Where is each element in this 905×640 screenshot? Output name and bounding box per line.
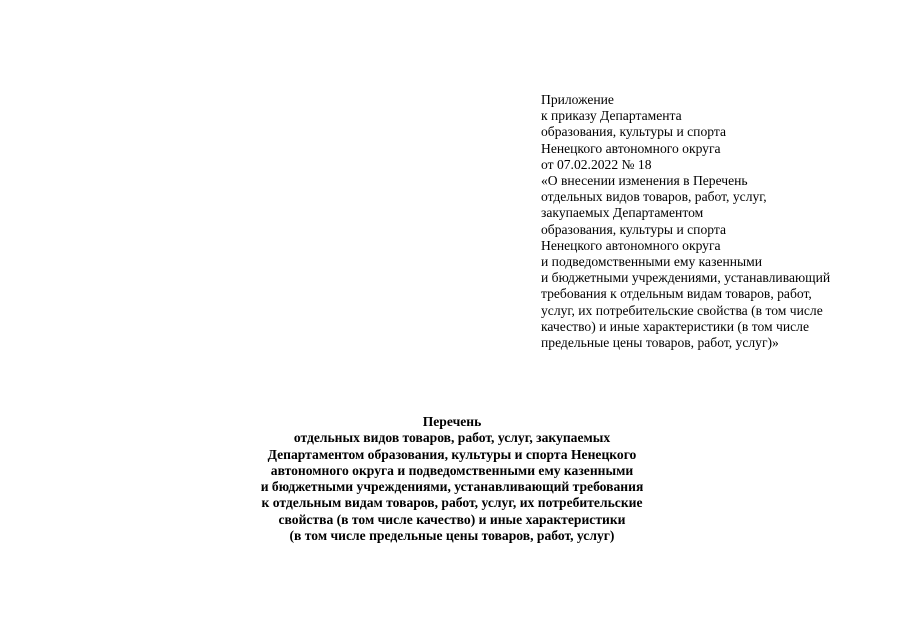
title-line: Департаментом образования, культуры и спорта Ненецкого	[267, 446, 637, 462]
appendix-header	[541, 92, 901, 351]
title-line: автономного округа и подведомственными ему казенными	[270, 462, 634, 478]
appendix-line: Ненецкого автономного округа	[541, 140, 721, 156]
title-line: и бюджетными учреждениями, устанавливающий требования	[260, 479, 644, 495]
order-title-line: и подведомственными ему казенными	[541, 254, 763, 270]
order-title-line: Ненецкого автономного округа	[541, 237, 721, 253]
order-title-line: и бюджетными учреждениями, устанавливающий	[541, 270, 831, 286]
order-title-line: услуг, их потребительские свойства (в том числе	[541, 302, 823, 318]
appendix-line: к приказу Департамента	[541, 108, 682, 124]
order-title-line: закупаемых Департаментом	[541, 205, 704, 221]
title-line: (в том числе предельные цены товаров, работ, услуг)	[289, 528, 615, 544]
order-title-line: образования, культуры и спорта	[541, 221, 727, 237]
title-heading: Перечень	[422, 414, 482, 429]
appendix-line: образования, культуры и спорта	[541, 124, 727, 140]
appendix-label: Приложение	[541, 92, 614, 107]
order-title-line: требования к отдельным видам товаров, работ,	[541, 286, 812, 302]
title-line: к отдельным видам товаров, работ, услуг, их потребительские	[261, 495, 643, 511]
order-title-line: отдельных видов товаров, работ, услуг,	[541, 189, 767, 205]
title-line: свойства (в том числе качество) и иные характеристики	[278, 511, 626, 527]
order-title-line: качество) и иные характеристики (в том числе	[541, 318, 809, 334]
title-line: отдельных видов товаров, работ, услуг, закупаемых	[293, 430, 611, 446]
order-title-line: предельные цены товаров, работ, услуг)»	[541, 335, 779, 351]
order-date-number: от 07.02.2022 № 18	[541, 156, 652, 172]
document-title	[200, 414, 704, 544]
order-title-line: «О внесении изменения в Перечень	[541, 173, 748, 189]
